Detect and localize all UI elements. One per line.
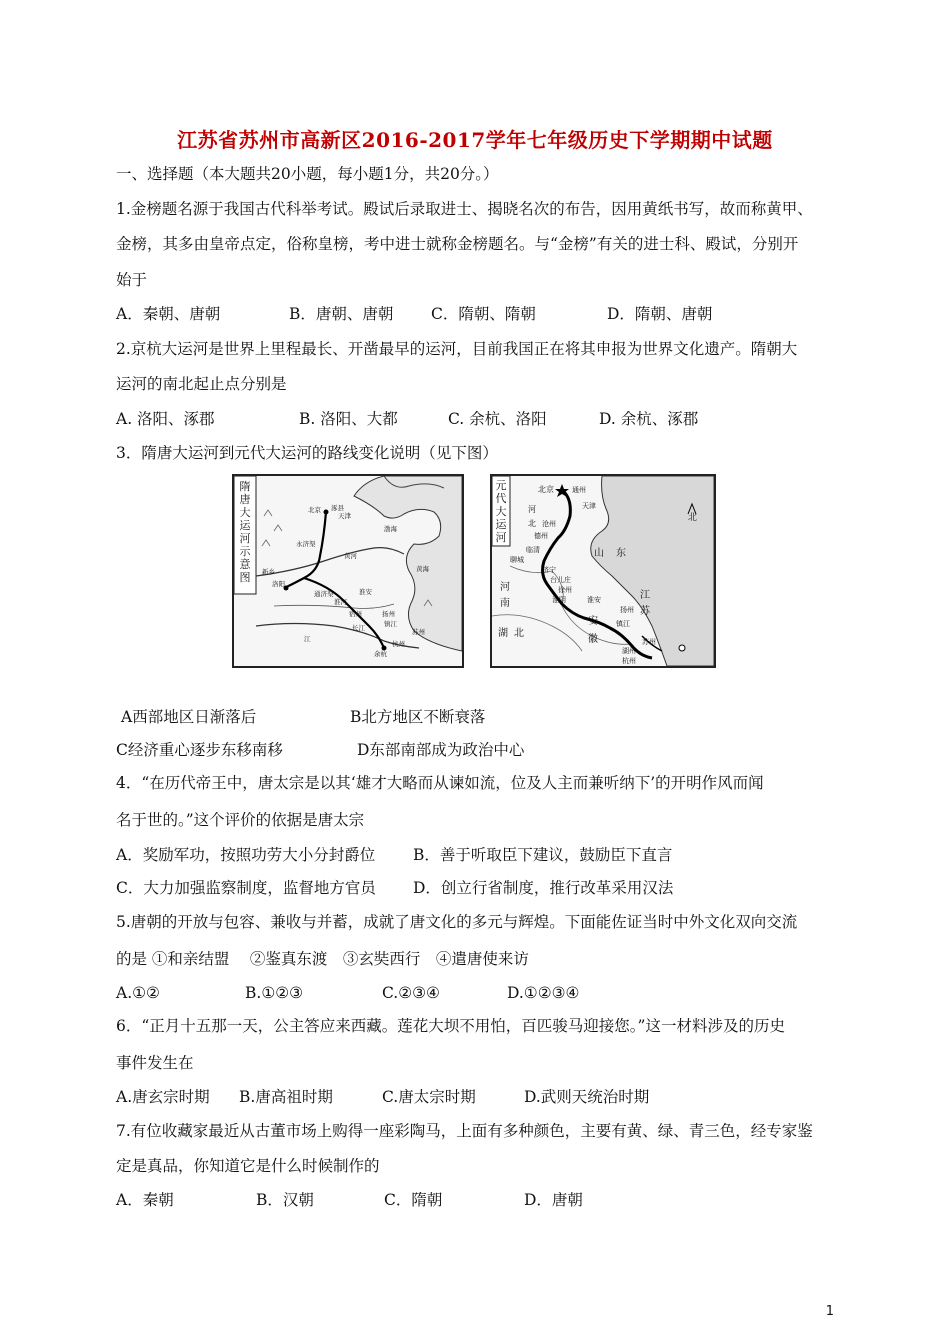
map2-title-char: 河 <box>495 531 507 544</box>
map1-label: 洛阳 <box>272 580 285 588</box>
map2-label: 苏 <box>640 606 650 617</box>
map1-label: 宿州 <box>349 610 362 618</box>
map1-title-char: 意 <box>239 558 251 571</box>
map2-label: 徽 <box>588 634 598 645</box>
option-b: B.唐高祖时期 <box>239 1088 333 1106</box>
question-4-options-row-2 <box>116 878 673 898</box>
map2-label: 苏州 <box>642 638 656 646</box>
map2-label: 北 <box>688 513 698 523</box>
option-c: C．大力加强监察制度，监督地方官员 <box>116 879 376 897</box>
map2-label: 杭州 <box>622 657 636 665</box>
option-c: C经济重心逐步东移南移 <box>116 741 283 759</box>
question-1-text-line-2: 金榜，其多由皇帝点定，俗称皇榜，考中进士就称金榜题名。与“金榜”有关的进士科、殿试，分别开 <box>116 235 799 253</box>
map1-label: 黄河 <box>344 552 357 560</box>
map2-label: 扬州 <box>620 606 634 614</box>
map2-label: 淮阴 <box>552 596 566 604</box>
map2-label: 北 <box>528 519 536 528</box>
question-2-text-line-2: 运河的南北起止点分别是 <box>116 375 287 393</box>
map2-label: 江 <box>640 590 650 601</box>
question-7-text-line-2: 定是真品，你知道它是什么时候制作的 <box>116 1157 380 1175</box>
option-b: B. 洛阳、大都 <box>299 410 398 428</box>
map2-label: 北京 <box>538 485 554 494</box>
option-b: B.①②③ <box>245 984 304 1002</box>
option-c: C．隋朝、隋朝 <box>431 305 536 323</box>
option-c: C．隋朝 <box>384 1191 443 1209</box>
option-b: B．汉朝 <box>256 1191 314 1209</box>
map2-label: 湖 <box>498 628 508 639</box>
map1-title-char: 示 <box>239 545 251 558</box>
map2-label: 济宁 <box>542 566 556 574</box>
question-1-text-line-1: 1.金榜题名源于我国古代科举考试。殿试后录取进士、揭晓名次的布告，因用黄纸书写，故而称黄甲、 <box>116 200 813 218</box>
map1-title-char: 图 <box>239 571 251 584</box>
map1-label: 永济渠 <box>296 540 316 548</box>
map1-label: 长江 <box>352 624 365 632</box>
option-a: A西部地区日渐落后 <box>121 708 257 726</box>
option-c: C. 余杭、洛阳 <box>448 410 547 428</box>
option-d: D东部南部成为政治中心 <box>357 741 525 759</box>
option-d: D. 余杭、涿郡 <box>599 410 699 428</box>
question-2-options <box>116 409 698 429</box>
map2-label: 聊城 <box>510 556 524 564</box>
option-a: A．秦朝、唐朝 <box>116 305 221 323</box>
section-heading: 一、选择题（本大题共20小题，每小题1分，共20分。） <box>116 165 499 183</box>
map1-title-char: 运 <box>239 519 251 532</box>
map1-label: 涿县 <box>331 504 344 512</box>
map2-label: 山 <box>594 548 604 559</box>
question-3-text-line-1: 3．隋唐大运河到元代大运河的路线变化说明（见下图） <box>116 444 498 462</box>
map2-label: 镇江 <box>616 620 630 628</box>
option-d: D．唐朝 <box>524 1191 583 1209</box>
map1-label: 黄海 <box>416 565 429 573</box>
map1-label: 北京 <box>308 506 321 514</box>
question-5-options <box>116 983 579 1003</box>
map1-label: 余杭 <box>374 650 387 658</box>
map2-label: 台儿庄 <box>550 576 571 584</box>
map-sui-tang-grand-canal <box>232 474 464 668</box>
map2-label: 临清 <box>526 546 540 554</box>
map1-title-char: 唐 <box>239 493 251 506</box>
question-4-text-line-2: 名于世的。”这个评价的依据是唐太宗 <box>116 811 365 829</box>
map1-title-char: 大 <box>239 506 251 519</box>
option-a: A.唐玄宗时期 <box>116 1088 210 1106</box>
question-6-text-line-2: 事件发生在 <box>116 1054 194 1072</box>
map1-label: 江 <box>304 635 311 643</box>
map1-label: 杭州 <box>392 640 405 648</box>
question-6-text-line-1: 6．“正月十五那一天，公主答应来西藏。莲花大坝不用怕，百匹骏马迎接您。”这一材料涉及的历史 <box>116 1017 785 1035</box>
map-sui-tang-svg <box>234 476 462 666</box>
map1-label: 淮河 <box>334 598 347 606</box>
map1-label: 天津 <box>338 512 351 520</box>
map2-label: 沧州 <box>542 520 556 528</box>
option-b: B．善于听取臣下建议，鼓励臣下直言 <box>413 846 673 864</box>
map1-label: 新乡 <box>262 568 275 576</box>
option-c: C.②③④ <box>382 984 440 1002</box>
question-3-options-row-1 <box>121 707 485 727</box>
question-3-options-row-2 <box>116 740 524 760</box>
map2-label: 湖州 <box>622 647 636 655</box>
map-yuan-grand-canal <box>490 474 716 668</box>
map2-label: 淮安 <box>587 596 601 604</box>
question-1-text-line-3: 始于 <box>116 271 148 289</box>
option-a: A．奖励军功，按照功劳大小分封爵位 <box>116 846 376 864</box>
map1-label: 通济渠 <box>314 590 334 598</box>
page-title: 江苏省苏州市高新区2016-2017学年七年级历史下学期期中试题 <box>177 128 773 152</box>
map2-label: 北 <box>514 628 524 639</box>
option-d: D．创立行省制度，推行改革采用汉法 <box>413 879 674 897</box>
option-b: B．唐朝、唐朝 <box>289 305 394 323</box>
question-4-options-row-1 <box>116 845 672 865</box>
map2-label: 南 <box>500 598 510 609</box>
map2-label: 安 <box>588 616 598 627</box>
question-5-text-line-1: 5.唐朝的开放与包容、兼收与并蓄，成就了唐文化的多元与辉煌。下面能佐证当时中外文化双向交流 <box>116 913 798 931</box>
map2-label: 通州 <box>572 486 586 494</box>
option-d: D.武则天统治时期 <box>524 1088 650 1106</box>
question-1-options <box>116 304 712 324</box>
map1-title-char: 隋 <box>239 480 251 493</box>
option-d: D.①②③④ <box>507 984 580 1002</box>
map1-label: 苏州 <box>412 628 425 636</box>
map1-label: 扬州 <box>382 610 395 618</box>
question-5-text-line-2: 的是 ①和亲结盟 ②鉴真东渡 ③玄奘西行 ④遣唐使来访 <box>116 950 529 968</box>
map2-label: 东 <box>616 548 626 559</box>
option-a: A. 洛阳、涿郡 <box>116 410 215 428</box>
option-b: B北方地区不断衰落 <box>350 708 486 726</box>
map2-title-char: 元 <box>495 479 507 492</box>
question-7-options <box>116 1190 583 1210</box>
map-yuan-svg <box>492 476 714 666</box>
option-c: C.唐太宗时期 <box>382 1088 476 1106</box>
map1-label: 镇江 <box>384 620 397 628</box>
map2-title-char: 大 <box>495 505 507 518</box>
map2-title-char: 运 <box>495 518 507 531</box>
question-7-text-line-1: 7.有位收藏家最近从古董市场上购得一座彩陶马，上面有多种颜色，主要有黄、绿、青三色，经专家鉴 <box>116 1122 813 1140</box>
page-number: 1 <box>825 1304 834 1319</box>
map1-title-char: 河 <box>239 532 251 545</box>
question-6-options <box>116 1087 649 1107</box>
map2-label: 德州 <box>534 532 548 540</box>
map1-label: 淮安 <box>359 588 372 596</box>
question-4-text-line-1: 4．“在历代帝王中，唐太宗是以其‘雄才大略而从谏如流，位及人主而兼听纳下’的开明作风而闻 <box>116 774 764 792</box>
map2-label: 河 <box>500 582 510 593</box>
map2-label: 河 <box>528 505 536 514</box>
option-a: A.①② <box>116 984 160 1002</box>
map2-title-char: 代 <box>495 492 507 505</box>
map1-label: 渤海 <box>384 525 397 533</box>
map2-label: 徐州 <box>558 586 572 594</box>
option-a: A．秦朝 <box>116 1191 174 1209</box>
map2-label: 天津 <box>582 502 596 510</box>
option-d: D．隋朝、唐朝 <box>607 305 713 323</box>
question-2-text-line-1: 2.京杭大运河是世界上里程最长、开凿最早的运河，目前我国正在将其申报为世界文化遗产。隋朝大 <box>116 340 798 358</box>
